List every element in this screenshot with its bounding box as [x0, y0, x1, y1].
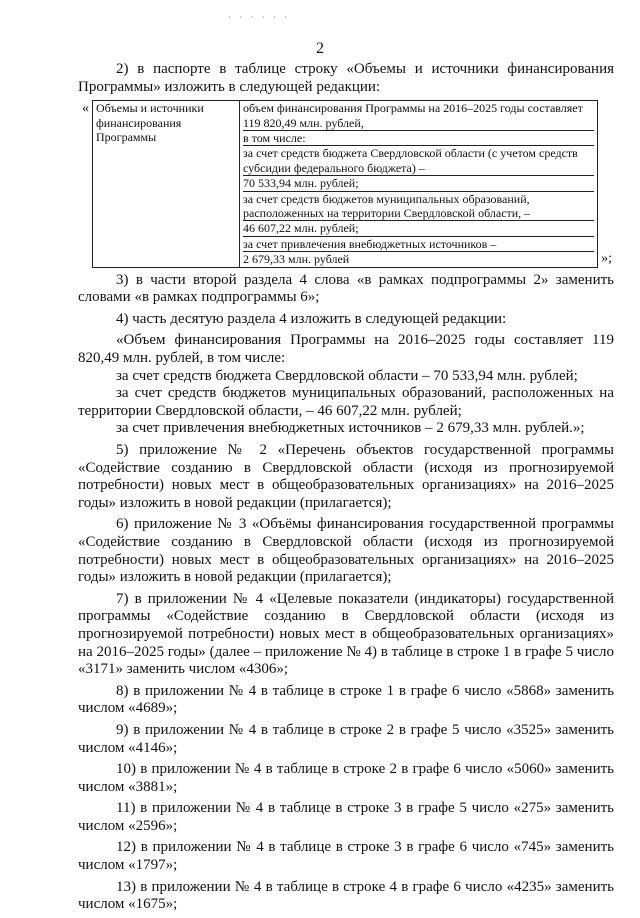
paragraph-8: 8) в приложении № 4 в таблице в строке 1 в графе 6 число «5868» заменить числом «4689»; — [78, 682, 614, 717]
table-value-line: 2 679,33 млн. рублей — [243, 252, 350, 267]
paragraph-5: 5) приложение № 2 «Перечень объектов государственной программы «Содействие созданию в Свердловской области (исходя из прогнозируемой потребности) новых мест в общеобразовательных организациях» на 2016–2025 годы» изложить в новой редакции (прилагается); — [78, 442, 614, 511]
table-value-line: за счет привлечения внебюджетных источников – — [243, 237, 594, 252]
page-number: 2 — [316, 40, 324, 57]
table-value-line: 46 607,22 млн. рублей; — [243, 221, 594, 236]
paragraph-9: 9) в приложении № 4 в таблице в строке 2 в графе 5 число «3525» заменить числом «4146»; — [78, 721, 614, 756]
passport-table-block — [78, 100, 614, 267]
paragraph-6: 6) приложение № 3 «Объёмы финансирования государственной программы «Содействие созданию в Свердловской области (исходя из прогнозируемой потребности) новых мест в общеобразовательных организациях» на 2016–2025 годы» изложить в новой редакции (прилагается); — [78, 516, 614, 586]
paragraph-10: 10) в приложении № 4 в таблице в строке 2 в графе 6 число «5060» заменить числом «3881»; — [78, 761, 614, 795]
passport-table — [92, 100, 598, 267]
quote-line-3: за счет средств бюджетов муниципальных образований, расположенных на территории Свердловской области, – 46 607,22 млн. рублей; — [78, 385, 614, 419]
paragraph-7: 7) в приложении № 4 «Целевые показатели (индикаторы) государственной программы «Содействие созданию в Свердловской области (исходя из прогнозируемой потребности) новых мест в общеобразовательных организациях» на 2016–2025 годы» (далее – приложение № 4) в таблице в строке 1 в графе 5 число «3171» заменить числом «4306»; — [78, 590, 614, 678]
paragraph-12: 12) в приложении № 4 в таблице в строке 3 в графе 6 число «745» заменить числом «1797»; — [78, 839, 614, 874]
quote-line-4: за счет привлечения внебюджетных источников – 2 679,33 млн. рублей.»; — [116, 420, 585, 437]
table-close-quote: »; — [601, 251, 612, 267]
quote-line-2: за счет средств бюджета Свердловской области – 70 533,94 млн. рублей; — [116, 367, 578, 384]
document-body — [78, 61, 614, 918]
table-value-line: объем финансирования Программы на 2016–2025 годы составляет 119 820,49 млн. рублей, — [243, 101, 594, 131]
table-value-line: за счет средств бюджета Свердловской области (с учетом средств субсидии федерального бюджета) – — [243, 146, 594, 176]
quote-line-1: «Объем финансирования Программы на 2016–2025 годы составляет 119 820,49 млн. рублей, в том числе: — [78, 332, 614, 367]
table-value-line: 70 533,94 млн. рублей; — [243, 176, 594, 191]
table-value-line: за счет средств бюджетов муниципальных образований, расположенных на территории Свердловской области, – — [243, 192, 594, 222]
paragraph-4: 4) часть десятую раздела 4 изложить в следующей редакции: — [116, 310, 507, 327]
table-open-quote: « — [82, 101, 89, 117]
table-value-cell — [240, 101, 598, 267]
scan-marks: · · · · · · — [228, 12, 291, 22]
paragraph-2: 2) в паспорте в таблице строку «Объемы и источники финансирования Программы» изложить в следующей редакции: — [78, 61, 614, 95]
table-row — [93, 101, 598, 267]
table-value-line: в том числе: — [243, 131, 594, 146]
paragraph-3: 3) в части второй раздела 4 слова «в рамках подпрограммы 2» заменить словами «в рамках подпрограммы 6»; — [78, 271, 614, 306]
paragraph-13: 13) в приложении № 4 в таблице в строке 4 в графе 6 число «4235» заменить числом «1675»; — [78, 878, 614, 913]
paragraph-11: 11) в приложении № 4 в таблице в строке 3 в графе 5 число «275» заменить числом «2596»; — [78, 800, 614, 834]
table-label-cell: Объемы и источники финансирования Программы — [93, 101, 240, 267]
